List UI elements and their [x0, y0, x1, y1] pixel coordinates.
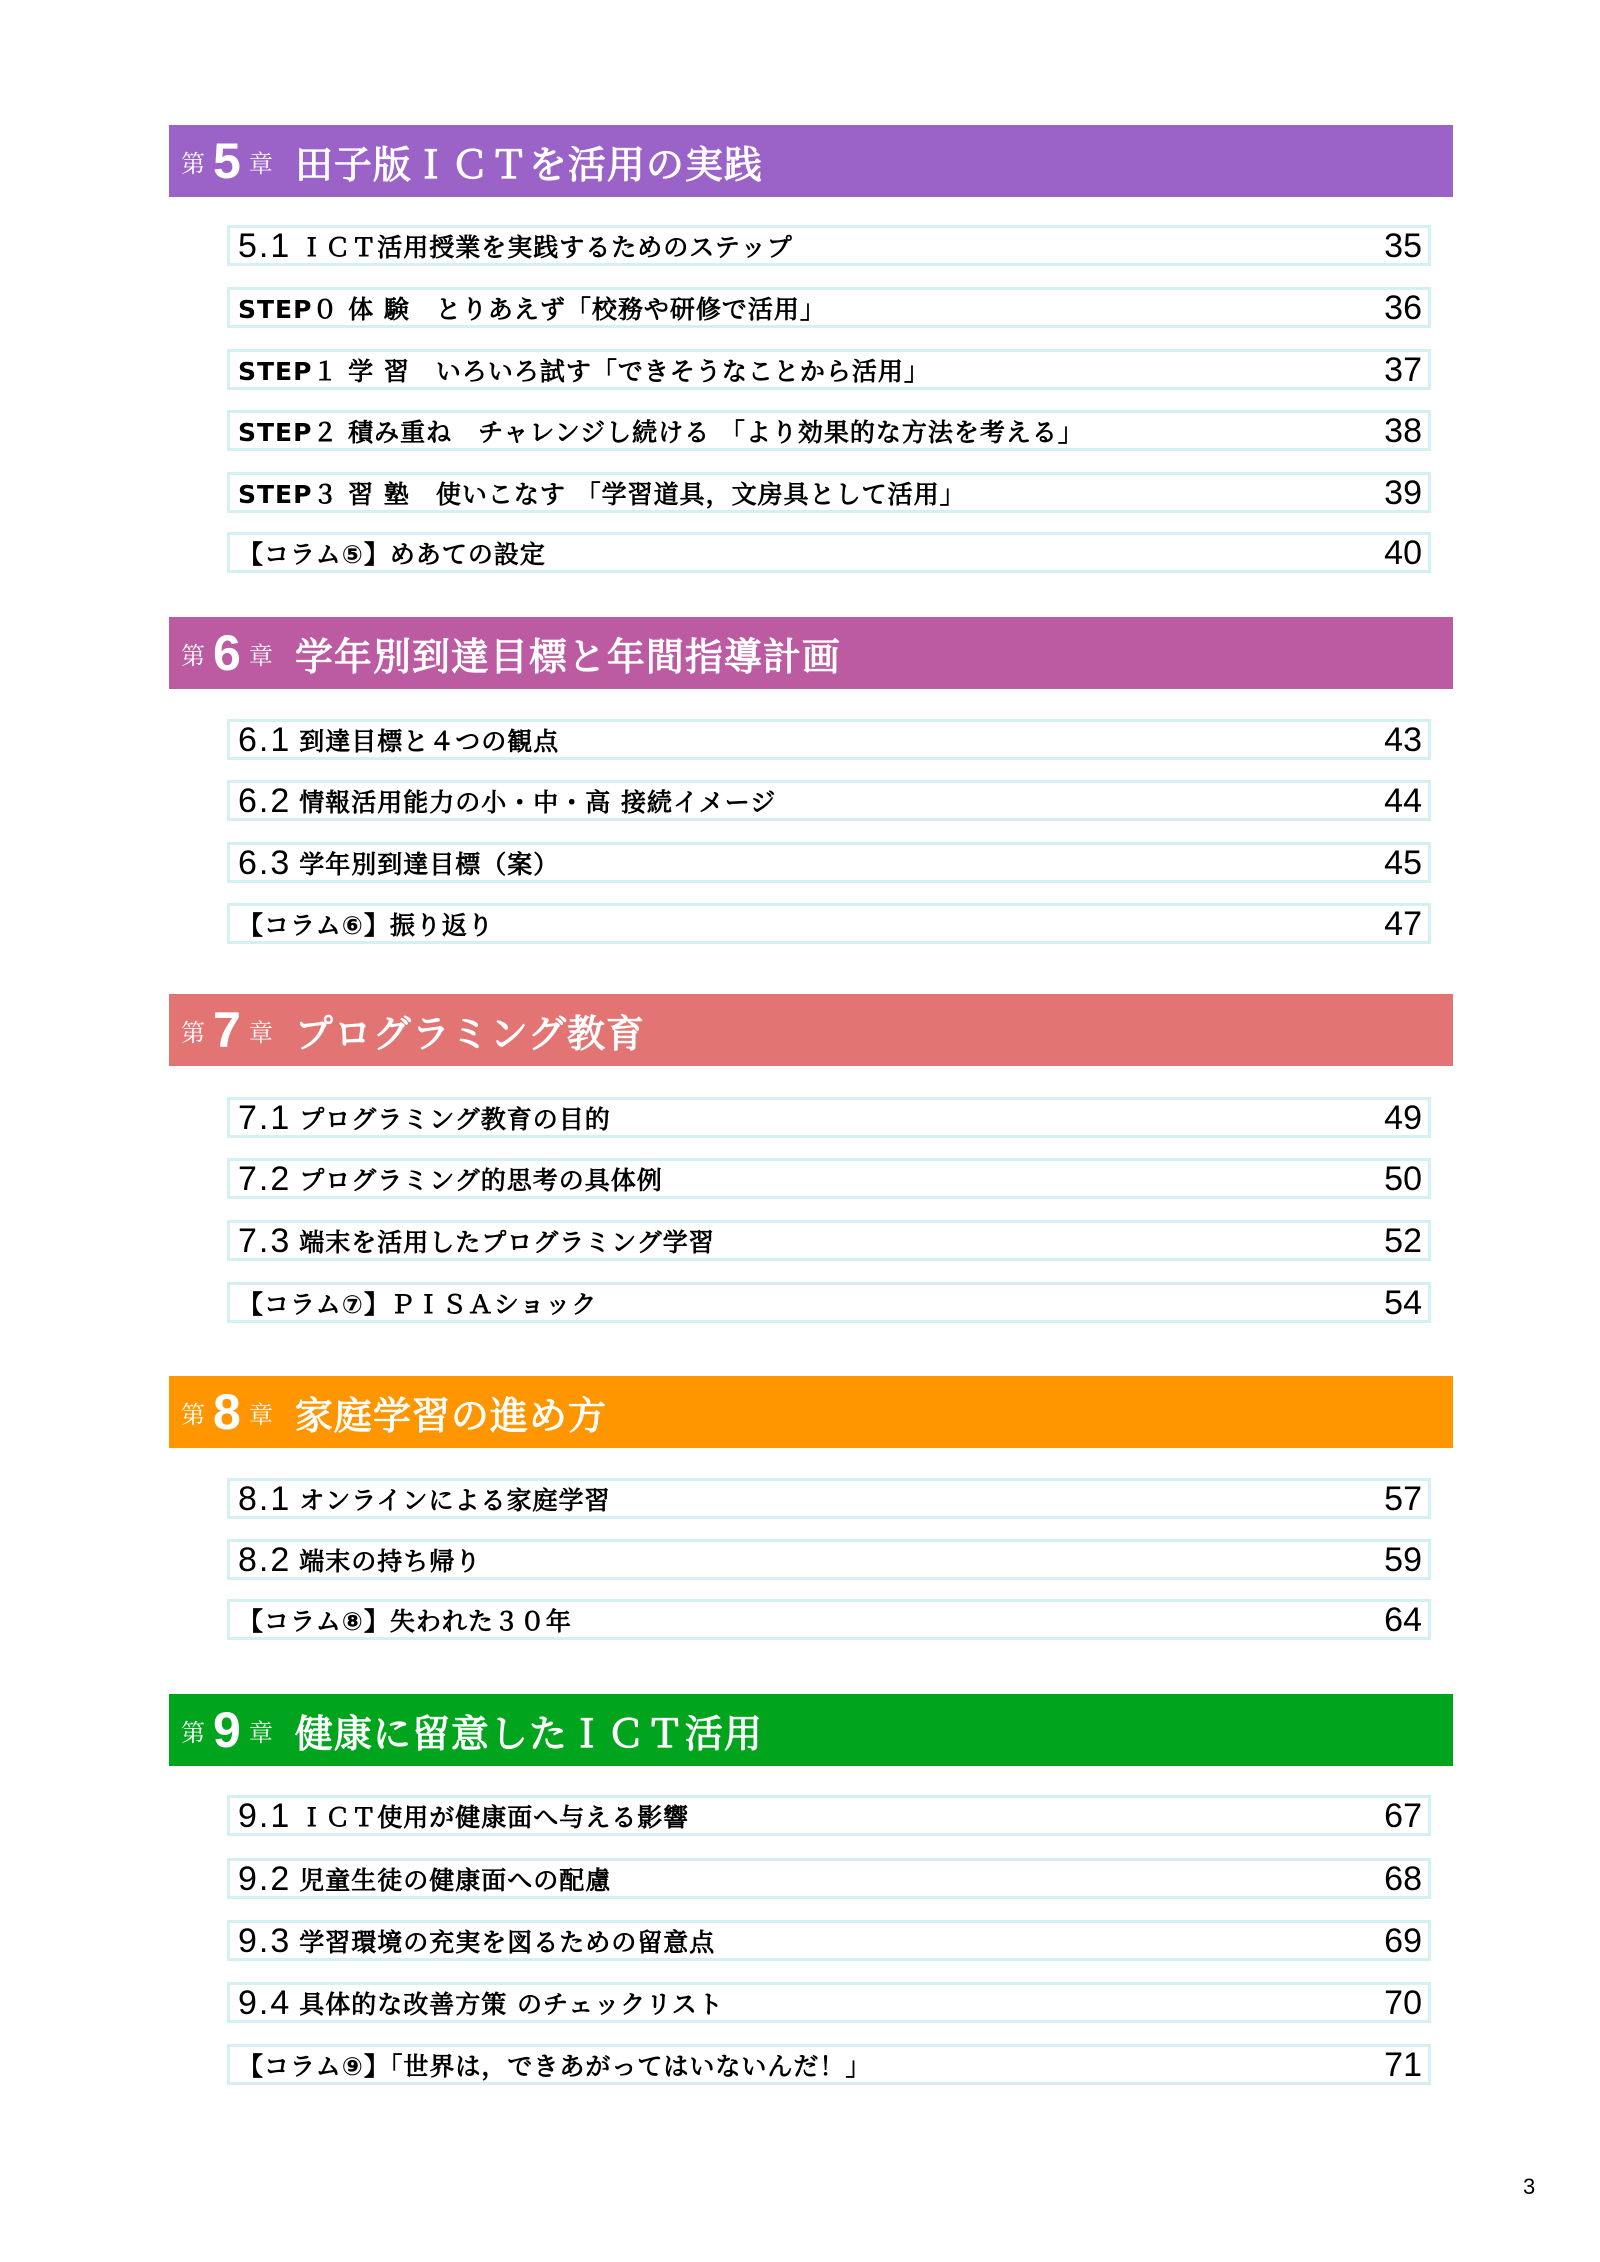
chapter-suffix: 章: [248, 149, 273, 178]
chapter-suffix: 章: [248, 641, 273, 670]
toc-entry[interactable]: [227, 472, 1431, 513]
section-title: 児童生徒の健康面への配慮: [299, 1865, 612, 1895]
page-ref: 39: [1384, 473, 1422, 512]
toc-entry[interactable]: [227, 1982, 1431, 2023]
page-ref: 49: [1384, 1098, 1422, 1137]
section-title: プログラミング教育の目的: [299, 1104, 611, 1134]
chapter-suffix: 章: [248, 1400, 273, 1429]
toc-entry-column[interactable]: [227, 1282, 1431, 1323]
page-ref: 50: [1384, 1159, 1422, 1198]
column-title: 【コラム⑤】めあての設定: [238, 539, 546, 569]
chapter-suffix: 章: [248, 1718, 273, 1747]
page-ref: 57: [1384, 1479, 1422, 1518]
section-title: 学習環境の充実を図るための留意点: [299, 1927, 716, 1957]
page-ref: 71: [1384, 2045, 1422, 2084]
section-title: ＩＣＴ活用授業を実践するためのステップ: [299, 232, 793, 262]
chapter-prefix: 第: [181, 1400, 205, 1429]
section-number: 8.2: [238, 1540, 292, 1579]
toc-entry[interactable]: [227, 225, 1431, 266]
section-number: 9.4: [238, 1983, 292, 2022]
toc-entry[interactable]: [227, 780, 1431, 821]
page-ref: 52: [1384, 1221, 1422, 1260]
chapter-prefix: 第: [181, 1718, 205, 1747]
toc-entry-column[interactable]: [227, 2044, 1431, 2085]
column-title: 【コラム⑥】振り返り: [238, 910, 494, 940]
chapter-prefix: 第: [181, 641, 205, 670]
section-title: STEP１ 学 習 いろいろ試す「できそうなことから活用」: [238, 356, 930, 386]
chapter-title: 健康に留意したＩＣＴ活用: [294, 1711, 763, 1756]
section-title: STEP０ 体 験 とりあえず「校務や研修で活用」: [238, 294, 826, 324]
section-number: 5.1: [238, 226, 292, 265]
chapter-number: 5: [213, 133, 241, 189]
chapter-number: 8: [213, 1384, 241, 1440]
column-title: 【コラム⑦】ＰＩＳＡショック: [238, 1289, 598, 1319]
chapter-title: プログラミング教育: [294, 1011, 646, 1056]
chapter-prefix: 第: [181, 149, 205, 178]
page-ref: 59: [1384, 1540, 1422, 1579]
section-title: 学年別到達目標（案）: [299, 849, 560, 879]
page-ref: 45: [1384, 843, 1422, 882]
toc-entry[interactable]: [227, 1158, 1431, 1199]
page-ref: 40: [1384, 533, 1422, 572]
section-title: オンラインによる家庭学習: [299, 1485, 611, 1515]
section-title: 具体的な改善方策 のチェックリスト: [299, 1989, 724, 2019]
toc-entry[interactable]: [227, 1858, 1431, 1899]
chapter-9-header: [169, 1694, 1453, 1766]
section-number: 6.1: [238, 720, 292, 759]
toc-entry[interactable]: [227, 1478, 1431, 1519]
chapter-5-header: [169, 125, 1453, 197]
section-number: 8.1: [238, 1479, 292, 1518]
page-ref: 47: [1384, 904, 1422, 943]
chapter-number: 9: [213, 1702, 241, 1758]
toc-entry[interactable]: [227, 1220, 1431, 1261]
section-title: 端末の持ち帰り: [299, 1546, 482, 1576]
section-title: 到達目標と４つの観点: [299, 726, 560, 756]
chapter-title: 学年別到達目標と年間指導計画: [294, 634, 841, 679]
section-title: 情報活用能力の小・中・高 接続イメージ: [299, 787, 777, 817]
toc-entry[interactable]: [227, 349, 1431, 390]
chapter-number: 7: [213, 1002, 241, 1058]
chapter-6-header: [169, 617, 1453, 689]
section-title: STEP３ 習 塾 使いこなす 「学習道具，文房具として活用」: [238, 479, 966, 509]
section-title: ＩＣＴ使用が健康面へ与える影響: [299, 1802, 690, 1832]
page-number: 3: [1523, 2174, 1536, 2199]
section-number: 6.2: [238, 781, 292, 820]
toc-entry-column[interactable]: [227, 1599, 1431, 1640]
section-title: プログラミング的思考の具体例: [299, 1165, 663, 1195]
section-title: 端末を活用したプログラミング学習: [299, 1227, 715, 1257]
page-ref: 67: [1384, 1796, 1422, 1835]
toc-entry[interactable]: [227, 1539, 1431, 1580]
page-ref: 35: [1384, 226, 1422, 265]
section-number: 9.3: [238, 1921, 292, 1960]
section-number: 9.1: [238, 1796, 292, 1835]
page-ref: 37: [1384, 350, 1422, 389]
page-ref: 68: [1384, 1859, 1422, 1898]
section-title: STEP２ 積み重ね チャレンジし続ける 「より効果的な方法を考える」: [238, 417, 1084, 447]
page-ref: 44: [1384, 781, 1422, 820]
page-ref: 38: [1384, 411, 1422, 450]
column-title: 【コラム⑧】失われた３０年: [238, 1606, 572, 1636]
page-ref: 70: [1384, 1983, 1422, 2022]
toc-entry[interactable]: [227, 1795, 1431, 1836]
toc-entry[interactable]: [227, 1920, 1431, 1961]
toc-entry[interactable]: [227, 842, 1431, 883]
page-ref: 64: [1384, 1600, 1422, 1639]
section-number: 7.2: [238, 1159, 292, 1198]
section-number: 7.1: [238, 1098, 292, 1137]
chapter-8-header: [169, 1376, 1453, 1448]
page-ref: 36: [1384, 288, 1422, 327]
chapter-prefix: 第: [181, 1018, 205, 1047]
page-ref: 43: [1384, 720, 1422, 759]
toc-entry[interactable]: [227, 287, 1431, 328]
toc-entry[interactable]: [227, 410, 1431, 451]
toc-entry[interactable]: [227, 719, 1431, 760]
toc-entry-column[interactable]: [227, 903, 1431, 944]
toc-entry-column[interactable]: [227, 532, 1431, 573]
page-ref: 69: [1384, 1921, 1422, 1960]
column-title: 【コラム⑨】「世界は，できあがってはいないんだ！」: [238, 2051, 872, 2081]
chapter-title: 田子版ＩＣＴを活用の実践: [294, 142, 763, 187]
section-number: 7.3: [238, 1221, 292, 1260]
toc-entry[interactable]: [227, 1097, 1431, 1138]
section-number: 9.2: [238, 1859, 292, 1898]
page-ref: 54: [1384, 1283, 1422, 1322]
section-number: 6.3: [238, 843, 292, 882]
chapter-7-header: [169, 994, 1453, 1066]
chapter-title: 家庭学習の進め方: [294, 1393, 607, 1438]
chapter-suffix: 章: [248, 1018, 273, 1047]
chapter-number: 6: [213, 625, 241, 681]
